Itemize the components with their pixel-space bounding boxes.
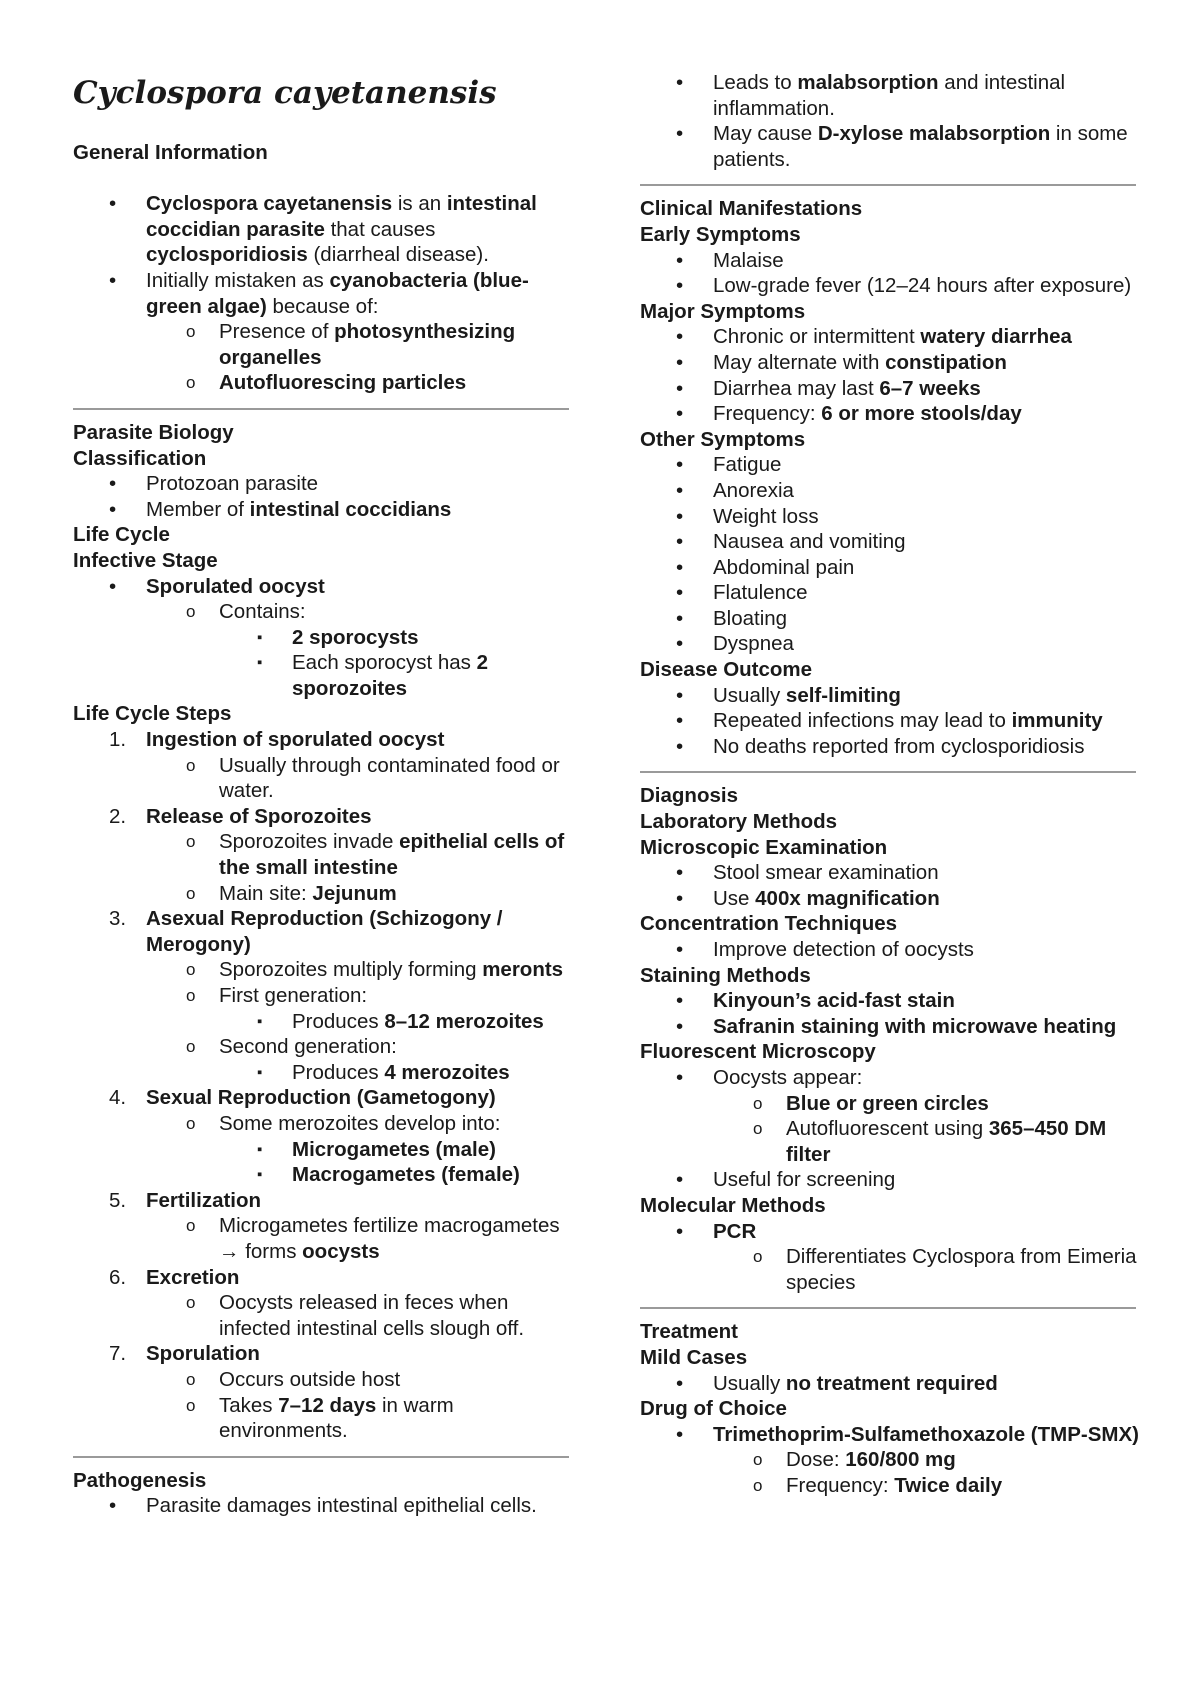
list-item: o Blue or green circles [640, 1091, 1140, 1117]
list-item: o Occurs outside host [73, 1367, 573, 1393]
list-item: • Stool smear examination [640, 860, 1140, 886]
list-item: • Cyclospora cayetanensis is an intestinal coccidian parasite that causes cyclosporidiosis (diarrheal disease). [73, 191, 573, 268]
right-column [640, 70, 1140, 1498]
list-item: ▪ Produces 4 merozoites [73, 1060, 573, 1086]
left-column [73, 70, 573, 1519]
list-item: o Contains: [73, 599, 573, 625]
list-item: • Use 400x magnification [640, 886, 1140, 912]
list-item: • Repeated infections may lead to immunity [640, 708, 1140, 734]
microscopic-list [640, 860, 1140, 911]
general-info-list [73, 191, 573, 396]
list-item: o Microgametes fertilize macrogametes → forms oocysts [73, 1213, 573, 1264]
list-item: o Sporozoites multiply forming meronts [73, 957, 573, 983]
list-item: • Parasite damages intestinal epithelial cells. [73, 1493, 573, 1519]
infective-stage-list [73, 574, 573, 702]
list-item: • Malaise [640, 248, 1140, 274]
list-item: • Bloating [640, 606, 1140, 632]
lab-methods-heading: Laboratory Methods [640, 810, 838, 834]
list-item: o Sporozoites invade epithelial cells of the small intestine [73, 829, 573, 880]
diagnosis-heading: Diagnosis [640, 784, 738, 808]
step-2: 2. Release of Sporozoites [109, 804, 372, 828]
life-cycle-steps-list [73, 727, 573, 1444]
early-symptoms-list [640, 248, 1140, 299]
step-1: 1. Ingestion of sporulated oocyst [109, 728, 445, 752]
section-divider [73, 408, 569, 410]
life-cycle-heading: Life Cycle [73, 523, 170, 547]
disease-outcome-heading: Disease Outcome [640, 658, 813, 682]
list-item: • Safranin staining with microwave heating [640, 1014, 1140, 1040]
list-item: • Trimethoprim-Sulfamethoxazole (TMP-SMX) [640, 1422, 1140, 1448]
list-item: o Autofluorescing particles [73, 370, 573, 396]
list-item: • May cause D-xylose malabsorption in some patients. [640, 121, 1140, 172]
microscopic-heading: Microscopic Examination [640, 835, 888, 859]
pathogenesis-list-continued [640, 70, 1140, 172]
classification-heading: Classification [73, 446, 207, 470]
fluorescent-heading: Fluorescent Microscopy [640, 1040, 876, 1064]
general-info-heading: General Information [73, 141, 268, 164]
life-cycle-steps-heading: Life Cycle Steps [73, 702, 232, 726]
list-item: • Dyspnea [640, 631, 1140, 657]
infective-stage-heading: Infective Stage [73, 548, 218, 572]
list-item: • Diarrhea may last 6–7 weeks [640, 376, 1140, 402]
list-item: o Takes 7–12 days in warm environments. [73, 1393, 573, 1444]
list-item: • Kinyoun’s acid-fast stain [640, 988, 1140, 1014]
parasite-biology-heading: Parasite Biology [73, 420, 234, 444]
major-symptoms-heading: Major Symptoms [640, 299, 806, 323]
list-item: • Sporulated oocyst [73, 574, 573, 600]
list-item: • Fatigue [640, 452, 1140, 478]
list-item: • PCR [640, 1219, 1140, 1245]
list-item: ▪ Microgametes (male) [73, 1137, 573, 1163]
list-item: • Usually no treatment required [640, 1371, 1140, 1397]
list-item: • Anorexia [640, 478, 1140, 504]
list-item: • May alternate with constipation [640, 350, 1140, 376]
list-item: ▪ 2 sporocysts [73, 625, 573, 651]
classification-list [73, 471, 573, 522]
step-5: 5. Fertilization [109, 1188, 262, 1212]
list-item: • Flatulence [640, 580, 1140, 606]
list-item: o Dose: 160/800 mg [640, 1447, 1140, 1473]
list-item: o Frequency: Twice daily [640, 1473, 1140, 1499]
section-divider [640, 1307, 1136, 1309]
list-item: • Oocysts appear: [640, 1065, 1140, 1091]
step-4: 4. Sexual Reproduction (Gametogony) [109, 1086, 496, 1110]
section-divider [73, 1456, 569, 1458]
list-item: • Protozoan parasite [73, 471, 573, 497]
list-item: o Usually through contaminated food or water. [73, 753, 573, 804]
list-item: o Oocysts released in feces when infected intestinal cells slough off. [73, 1290, 573, 1341]
section-divider [640, 184, 1136, 186]
list-item: • Improve detection of oocysts [640, 937, 1140, 963]
mild-cases-heading: Mild Cases [640, 1345, 748, 1369]
list-item: ▪ Macrogametes (female) [73, 1162, 573, 1188]
pathogenesis-heading: Pathogenesis [73, 1468, 207, 1492]
concentration-list [640, 937, 1140, 963]
list-item: • Frequency: 6 or more stools/day [640, 401, 1140, 427]
early-symptoms-heading: Early Symptoms [640, 222, 801, 246]
pathogenesis-list [73, 1493, 573, 1519]
list-item: o Presence of photosynthesizing organelles [73, 319, 573, 370]
list-item: o Main site: Jejunum [73, 881, 573, 907]
staining-heading: Staining Methods [640, 963, 811, 987]
list-item: • Low-grade fever (12–24 hours after exposure) [640, 273, 1140, 299]
concentration-heading: Concentration Techniques [640, 912, 898, 936]
list-item: ▪ Produces 8–12 merozoites [73, 1009, 573, 1035]
list-item: • Initially mistaken as cyanobacteria (blue-green algae) because of: [73, 268, 573, 319]
clinical-heading: Clinical Manifestations [640, 197, 863, 221]
list-item: o Autofluorescent using 365–450 DM filter [640, 1116, 1140, 1167]
document-title: Cyclospora cayetanensis [73, 75, 497, 111]
list-item: • Abdominal pain [640, 555, 1140, 581]
list-item: • Leads to malabsorption and intestinal inflammation. [640, 70, 1140, 121]
drug-of-choice-heading: Drug of Choice [640, 1397, 787, 1421]
list-item: o Second generation: [73, 1034, 573, 1060]
list-item: • Chronic or intermittent watery diarrhea [640, 324, 1140, 350]
step-7: 7. Sporulation [109, 1342, 260, 1366]
list-item: • Nausea and vomiting [640, 529, 1140, 555]
list-item: • Weight loss [640, 504, 1140, 530]
step-6: 6. Excretion [109, 1265, 240, 1289]
disease-outcome-list [640, 683, 1140, 760]
list-item: o First generation: [73, 983, 573, 1009]
list-item: o Differentiates Cyclospora from Eimeria species [640, 1244, 1140, 1295]
list-item: • Member of intestinal coccidians [73, 497, 573, 523]
other-symptoms-list [640, 452, 1140, 657]
other-symptoms-heading: Other Symptoms [640, 427, 806, 451]
major-symptoms-list [640, 324, 1140, 426]
fluorescent-list [640, 1065, 1140, 1193]
mild-cases-list [640, 1371, 1140, 1397]
list-item: o Some merozoites develop into: [73, 1111, 573, 1137]
list-item: • No deaths reported from cyclosporidiosis [640, 734, 1140, 760]
list-item: • Useful for screening [640, 1167, 1140, 1193]
molecular-heading: Molecular Methods [640, 1193, 826, 1217]
staining-list [640, 988, 1140, 1039]
treatment-heading: Treatment [640, 1320, 738, 1344]
section-divider [640, 771, 1136, 773]
list-item: • Usually self-limiting [640, 683, 1140, 709]
drug-list [640, 1422, 1140, 1499]
step-3: 3. Asexual Reproduction (Schizogony / Merogony) [109, 907, 503, 956]
molecular-list [640, 1219, 1140, 1296]
list-item: ▪ Each sporocyst has 2 sporozoites [73, 650, 573, 701]
